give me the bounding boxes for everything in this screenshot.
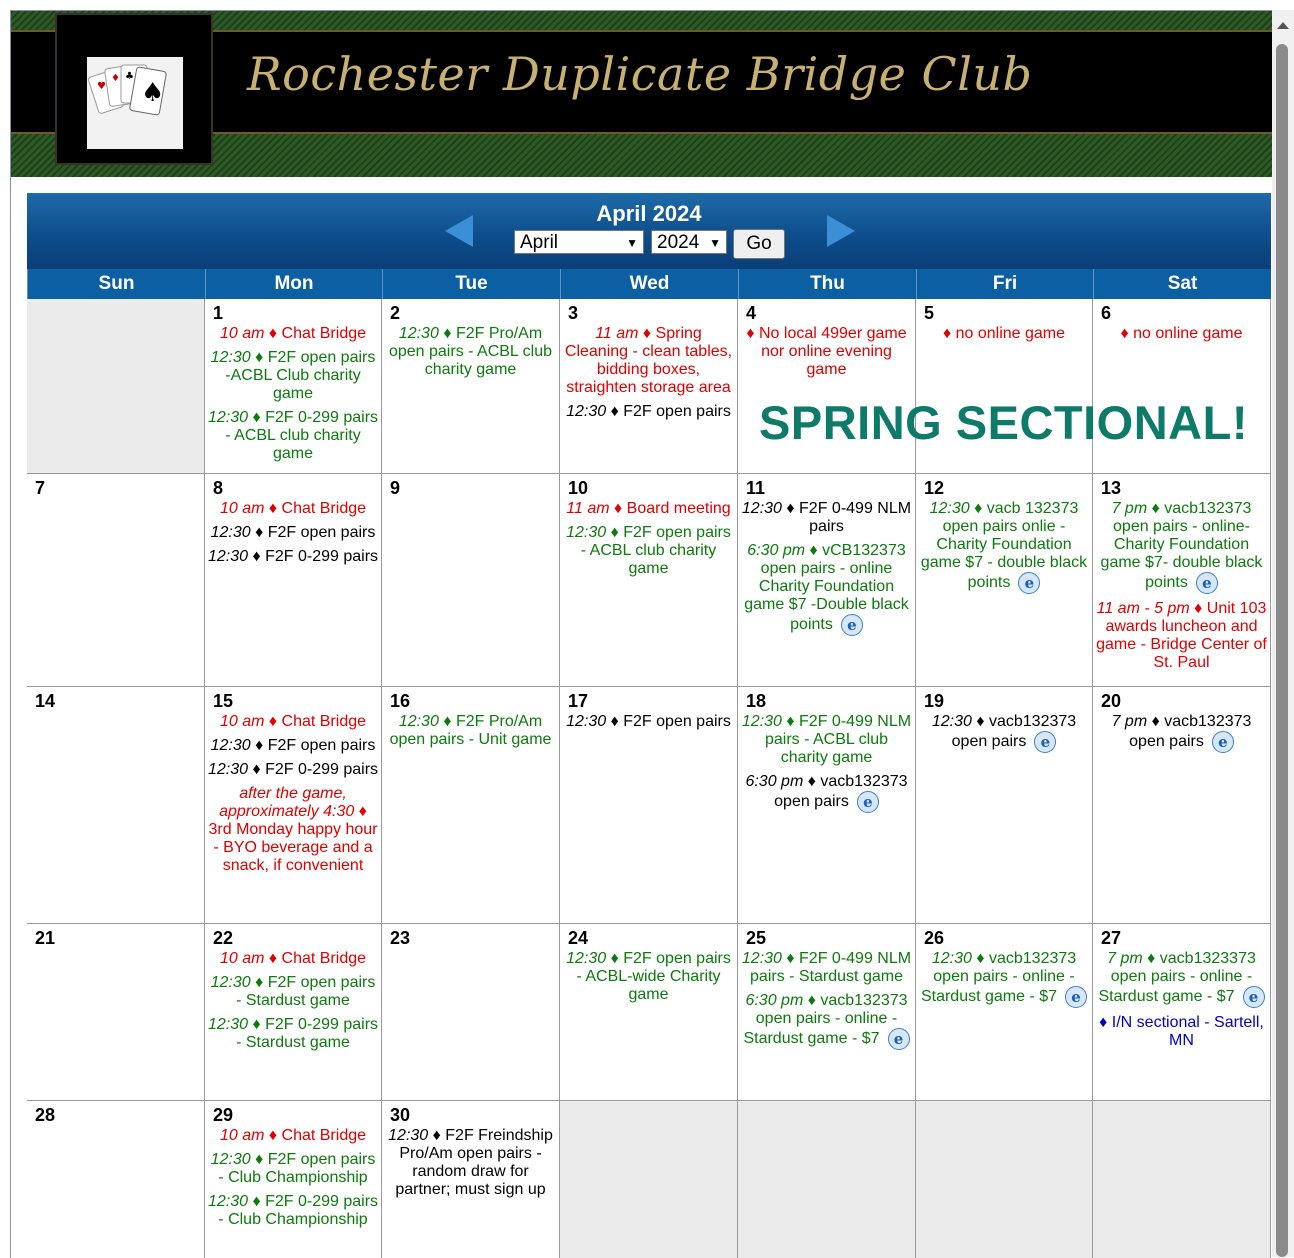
day-number[interactable]: 14 (35, 691, 56, 711)
day-cell-3 (560, 299, 738, 474)
weekday-header-thu: Thu (738, 269, 916, 299)
calendar-event[interactable] (205, 325, 381, 343)
event-text: F2F 0-499 NLM pairs - ACBL club charity game (764, 713, 912, 766)
day-cell-26 (916, 924, 1093, 1101)
event-text: vacb1323373 open pairs - online - Stardust game - $7 (1098, 950, 1256, 1006)
day-number[interactable]: 21 (35, 928, 56, 948)
diamond-icon: ♦ (255, 737, 264, 754)
day-cell-2 (382, 299, 560, 474)
year-select[interactable] (651, 230, 727, 254)
calendar-event[interactable] (738, 542, 915, 636)
event-text: I/N sectional - Sartell, MN (1111, 1014, 1264, 1049)
diamond-icon: ♦ (255, 524, 264, 541)
event-text: Chat Bridge (281, 950, 367, 967)
day-cell-19 (916, 687, 1093, 924)
weekday-header-sat: Sat (1093, 269, 1271, 299)
diamond-icon: ♦ (252, 548, 261, 565)
diamond-icon: ♦ (642, 325, 652, 342)
calendar-event[interactable] (205, 548, 381, 566)
day-number[interactable]: 29 (213, 1105, 234, 1125)
diamond-icon: ♦ (268, 500, 278, 517)
event-time: 12:30 (741, 713, 782, 730)
day-cell-17 (560, 687, 738, 924)
day-number[interactable]: 15 (213, 691, 234, 711)
calendar-event[interactable] (738, 992, 915, 1050)
calendar-event[interactable] (1093, 1014, 1270, 1050)
event-text: no online game (1133, 325, 1243, 342)
online-game-link-icon[interactable]: e (1196, 572, 1218, 594)
calendar-event[interactable] (205, 785, 381, 875)
event-time: 12:30 (741, 950, 782, 967)
event-text: F2F 0-299 pairs - ACBL club charity game (225, 409, 379, 462)
event-time: 11 am - 5 pm (1096, 600, 1190, 617)
day-cell-9 (382, 474, 560, 687)
diamond-icon: ♦ (610, 950, 619, 967)
day-cell-21 (27, 924, 205, 1101)
vertical-scrollbar[interactable] (1272, 10, 1294, 1257)
event-time: 10 am (219, 950, 265, 967)
calendar-event[interactable] (916, 713, 1092, 753)
event-text: F2F 0-299 pairs (265, 761, 379, 778)
event-text: F2F open pairs (623, 713, 731, 730)
diamond-icon: ♦ (252, 1016, 261, 1033)
calendar-event[interactable] (560, 403, 737, 421)
event-time: 12:30 (931, 713, 972, 730)
empty-day-cell (1093, 1101, 1271, 1258)
event-time: 12:30 (741, 500, 782, 517)
diamond-icon: ♦ (268, 1127, 278, 1144)
event-time: 12:30 (566, 403, 607, 420)
event-text: F2F open pairs -ACBL Club charity game (225, 349, 376, 402)
event-time: 7 pm (1107, 950, 1143, 967)
diamond-icon: ♦ (443, 713, 452, 730)
event-text: 3rd Monday happy hour - BYO beverage and a snack, if convenient (208, 821, 378, 874)
diamond-icon: ♦ (610, 403, 619, 420)
day-cell-8 (205, 474, 382, 687)
calendar-event[interactable] (205, 349, 381, 403)
event-text: F2F 0-299 pairs - Club Championship (218, 1193, 379, 1228)
event-time: 7 pm (1111, 713, 1148, 730)
weekday-header-tue: Tue (382, 269, 560, 299)
diamond-icon: ♦ (610, 713, 619, 730)
day-number[interactable]: 5 (924, 303, 935, 323)
diamond-icon: ♦ (1194, 600, 1203, 617)
calendar-event[interactable] (205, 1127, 381, 1145)
event-text: F2F open pairs (623, 403, 731, 420)
day-number[interactable]: 17 (568, 691, 589, 711)
month-select-value: April (520, 232, 559, 253)
event-text: F2F open pairs - Stardust game (236, 974, 376, 1009)
event-text: Chat Bridge (281, 325, 367, 342)
diamond-icon: ♦ (1120, 325, 1129, 342)
empty-day-cell (27, 299, 205, 474)
event-time: 12:30 (210, 737, 251, 754)
diamond-icon: ♦ (268, 325, 278, 342)
day-number[interactable]: 4 (746, 303, 757, 323)
day-cell-30 (382, 1101, 560, 1258)
event-text: F2F open pairs - Club Championship (218, 1151, 376, 1186)
event-time: 10 am (219, 713, 265, 730)
sectional-announcement: SPRING SECTIONAL! (759, 396, 1248, 449)
day-cell-1 (205, 299, 382, 474)
day-number[interactable]: 16 (390, 691, 411, 711)
diamond-icon: ♦ (255, 349, 264, 366)
diamond-icon: ♦ (268, 950, 278, 967)
day-cell-7 (27, 474, 205, 687)
day-number[interactable]: 2 (390, 303, 401, 323)
day-cell-23 (382, 924, 560, 1101)
day-cell-27 (1093, 924, 1271, 1101)
calendar-event[interactable] (560, 950, 737, 1004)
day-cell-16 (382, 687, 560, 924)
event-time: 10 am (219, 500, 265, 517)
svg-text:♥: ♥ (97, 81, 106, 92)
day-cell-28 (27, 1101, 205, 1258)
event-time: 12:30 (210, 524, 251, 541)
diamond-icon: ♦ (976, 713, 985, 730)
calendar-event[interactable] (738, 500, 915, 536)
calendar-event[interactable] (382, 713, 559, 749)
empty-day-cell (916, 1101, 1093, 1258)
online-game-link-icon[interactable]: e (1065, 986, 1087, 1008)
event-text: vacb132373 open pairs - online- Charity Foundation game $7- double black points (1100, 500, 1263, 592)
diamond-icon: ♦ (614, 500, 623, 517)
calendar-event[interactable] (1093, 600, 1270, 672)
diamond-icon: ♦ (252, 761, 261, 778)
event-time: 6:30 pm (747, 542, 806, 559)
weekday-header-mon: Mon (205, 269, 382, 299)
calendar-event[interactable] (382, 1127, 559, 1199)
diamond-icon: ♦ (443, 325, 452, 342)
event-time: 11 am (566, 500, 610, 517)
event-time: 12:30 (566, 713, 607, 730)
event-text: F2F open pairs (267, 524, 376, 541)
day-cell-25 (738, 924, 916, 1101)
event-time: 10 am (219, 325, 265, 342)
calendar-event[interactable] (916, 325, 1092, 343)
svg-text:♣: ♣ (125, 71, 134, 82)
calendar-event[interactable] (560, 713, 737, 731)
calendar-event[interactable] (205, 409, 381, 463)
day-number[interactable]: 25 (746, 928, 767, 948)
diamond-icon: ♦ (786, 713, 795, 730)
calendar-event[interactable] (205, 737, 381, 755)
day-cell-20 (1093, 687, 1271, 924)
event-text: vacb132373 open pairs - online - Stardust game - $7 (743, 992, 908, 1048)
day-number[interactable]: 20 (1101, 691, 1122, 711)
day-cell-14 (27, 687, 205, 924)
diamond-icon: ♦ (1147, 950, 1156, 967)
diamond-icon: ♦ (252, 1193, 261, 1210)
event-time: 12:30 (207, 761, 249, 778)
day-number[interactable]: 9 (390, 478, 401, 498)
event-text: vacb 132373 open pairs onlie - Charity Foundation game $7 - double black points (920, 500, 1088, 592)
event-text: vacb132373 open pairs (951, 713, 1077, 751)
calendar-event[interactable] (205, 713, 381, 731)
calendar-event[interactable] (738, 950, 915, 986)
day-number[interactable]: 8 (213, 478, 224, 498)
weekday-header-row (27, 269, 1271, 299)
online-game-link-icon[interactable]: e (888, 1028, 910, 1050)
event-time: 7 pm (1111, 500, 1148, 517)
event-time: 12:30 (207, 1016, 249, 1033)
diamond-icon: ♦ (610, 524, 619, 541)
event-time: 6:30 pm (745, 773, 804, 790)
diamond-icon: ♦ (807, 773, 816, 790)
calendar-event[interactable] (916, 500, 1092, 594)
club-logo (55, 13, 213, 165)
calendar-event[interactable] (738, 713, 915, 767)
calendar-event[interactable] (560, 325, 737, 397)
calendar-event[interactable] (205, 974, 381, 1010)
calendar-event[interactable] (1093, 950, 1270, 1008)
diamond-icon: ♦ (974, 500, 983, 517)
playing-cards-icon (87, 57, 183, 149)
chevron-down-icon: ▼ (626, 236, 638, 250)
event-time: 12:30 (398, 325, 439, 342)
event-time: 12:30 (929, 500, 970, 517)
diamond-icon: ♦ (746, 325, 755, 342)
diamond-icon: ♦ (1151, 500, 1160, 517)
day-number[interactable]: 27 (1101, 928, 1122, 948)
svg-text:♦: ♦ (111, 73, 120, 84)
day-number[interactable]: 30 (390, 1105, 411, 1125)
day-number[interactable]: 12 (924, 478, 945, 498)
online-game-link-icon[interactable]: e (841, 614, 863, 636)
online-game-link-icon[interactable]: e (1018, 572, 1040, 594)
chevron-down-icon: ▼ (709, 236, 721, 250)
diamond-icon: ♦ (255, 974, 264, 991)
previous-month-arrow-icon[interactable] (445, 215, 473, 247)
event-text: F2F Pro/Am open pairs - ACBL club charity game (388, 325, 553, 378)
day-number[interactable]: 22 (213, 928, 234, 948)
year-select-value: 2024 (657, 232, 700, 253)
calendar-event[interactable] (205, 950, 381, 968)
event-text: F2F open pairs (267, 737, 376, 754)
event-time: 11 am (595, 325, 639, 342)
diamond-icon: ♦ (942, 325, 952, 342)
event-time: 12:30 (210, 974, 251, 991)
online-game-link-icon[interactable]: e (1243, 986, 1265, 1008)
event-time: 12:30 (566, 950, 607, 967)
day-cell-13 (1093, 474, 1271, 687)
day-number[interactable]: 6 (1101, 303, 1112, 323)
diamond-icon: ♦ (976, 950, 985, 967)
event-text: F2F Freindship Pro/Am open pairs - random draw for partner; must sign up (395, 1127, 553, 1198)
event-time: 12:30 (207, 409, 249, 426)
calendar-event[interactable] (205, 1193, 381, 1229)
calendar-event[interactable] (1093, 500, 1270, 594)
calendar-event[interactable] (382, 325, 559, 379)
calendar-event[interactable] (205, 1016, 381, 1052)
day-cell-12 (916, 474, 1093, 687)
day-cell-10 (560, 474, 738, 687)
event-text: F2F 0-299 pairs - Stardust game (236, 1016, 379, 1051)
day-cell-11 (738, 474, 916, 687)
weekday-header-fri: Fri (916, 269, 1093, 299)
calendar-event[interactable] (738, 773, 915, 813)
event-time: 12:30 (388, 1127, 429, 1144)
calendar-event[interactable] (560, 500, 737, 518)
calendar-event[interactable] (205, 761, 381, 779)
day-number[interactable]: 13 (1101, 478, 1122, 498)
page-frame (10, 10, 1273, 1258)
event-time: 12:30 (210, 349, 251, 366)
calendar-header (27, 193, 1271, 269)
diamond-icon: ♦ (1151, 713, 1160, 730)
event-text: F2F open pairs - ACBL club charity game (580, 524, 731, 577)
day-number[interactable]: 3 (568, 303, 579, 323)
weekday-header-wed: Wed (560, 269, 738, 299)
diamond-icon: ♦ (255, 1151, 264, 1168)
day-number[interactable]: 7 (35, 478, 46, 498)
day-number[interactable]: 19 (924, 691, 945, 711)
calendar-event[interactable] (205, 1151, 381, 1187)
event-text: no online game (955, 325, 1066, 342)
event-time: 10 am (219, 1127, 265, 1144)
day-cell-18 (738, 687, 916, 924)
diamond-icon: ♦ (252, 409, 261, 426)
online-game-link-icon[interactable]: e (1034, 731, 1056, 753)
day-cell-15 (205, 687, 382, 924)
event-text: Chat Bridge (281, 1127, 367, 1144)
scroll-thumb[interactable] (1276, 44, 1288, 1257)
diamond-icon: ♦ (809, 542, 818, 559)
empty-day-cell (560, 1101, 738, 1258)
day-number[interactable]: 1 (213, 303, 224, 323)
event-text: Spring Cleaning - clean tables, bidding boxes, straighten storage area (564, 325, 733, 396)
day-number[interactable]: 28 (35, 1105, 56, 1125)
site-title: Rochester Duplicate Bridge Club (247, 47, 1033, 101)
day-number[interactable]: 18 (746, 691, 767, 711)
event-time: 12:30 (207, 548, 249, 565)
event-text: No local 499er game nor online evening game (758, 325, 907, 378)
event-text: vacb132373 open pairs (774, 773, 908, 811)
calendar-event[interactable] (738, 325, 915, 379)
event-text: F2F Pro/Am open pairs - Unit game (389, 713, 552, 748)
event-text: vacb132373 open pairs (1129, 713, 1252, 751)
calendar-event[interactable] (560, 524, 737, 578)
diamond-icon: ♦ (268, 713, 278, 730)
calendar-event[interactable] (1093, 325, 1270, 343)
diamond-icon: ♦ (432, 1127, 441, 1144)
day-number[interactable]: 26 (924, 928, 945, 948)
diamond-icon: ♦ (1099, 1014, 1108, 1031)
event-time: 12:30 (210, 1151, 251, 1168)
month-select[interactable] (514, 230, 644, 254)
event-time: 12:30 (566, 524, 607, 541)
calendar-event[interactable] (205, 524, 381, 542)
event-text: F2F 0-499 NLM pairs - Stardust game (750, 950, 912, 985)
day-number[interactable]: 10 (568, 478, 589, 498)
online-game-link-icon[interactable]: e (857, 791, 879, 813)
event-time: 12:30 (931, 950, 972, 967)
online-game-link-icon[interactable]: e (1212, 731, 1234, 753)
day-number[interactable]: 24 (568, 928, 589, 948)
calendar-event[interactable] (1093, 713, 1270, 753)
day-number[interactable]: 23 (390, 928, 411, 948)
day-cell-24 (560, 924, 738, 1101)
day-cell-29 (205, 1101, 382, 1258)
diamond-icon: ♦ (786, 950, 795, 967)
event-text: vCB132373 open pairs - online Charity Foundation game $7 -Double black points (744, 542, 909, 634)
empty-day-cell (738, 1101, 916, 1258)
event-text: F2F 0-299 pairs (265, 548, 379, 565)
go-button[interactable]: Go (733, 229, 785, 259)
calendar-event[interactable] (205, 500, 381, 518)
event-time: after the game, approximately 4:30 (219, 785, 355, 820)
event-text: Board meeting (626, 500, 731, 517)
diamond-icon: ♦ (358, 803, 367, 820)
next-month-arrow-icon[interactable] (827, 215, 855, 247)
scroll-up-arrow-icon[interactable] (1277, 22, 1289, 29)
event-time: 6:30 pm (745, 992, 804, 1009)
event-text: Chat Bridge (281, 500, 367, 517)
diamond-icon: ♦ (786, 500, 795, 517)
weekday-header-sun: Sun (27, 269, 205, 299)
event-text: vacb132373 open pairs - online - Stardust game - $7 (920, 950, 1077, 1006)
diamond-icon: ♦ (807, 992, 816, 1009)
event-text: Chat Bridge (281, 713, 367, 730)
svg-text:♠: ♠ (141, 78, 165, 108)
day-cell-22 (205, 924, 382, 1101)
event-time: 12:30 (398, 713, 439, 730)
day-number[interactable]: 11 (746, 478, 766, 498)
event-text: F2F 0-499 NLM pairs (799, 500, 912, 535)
event-time: 12:30 (207, 1193, 249, 1210)
event-text: Unit 103 awards luncheon and game - Bridge Center of St. Paul (1096, 600, 1267, 671)
site-banner (11, 11, 1273, 177)
event-text: F2F open pairs - ACBL-wide Charity game (576, 950, 731, 1003)
calendar-title: April 2024 (596, 201, 702, 226)
calendar-event[interactable] (916, 950, 1092, 1008)
